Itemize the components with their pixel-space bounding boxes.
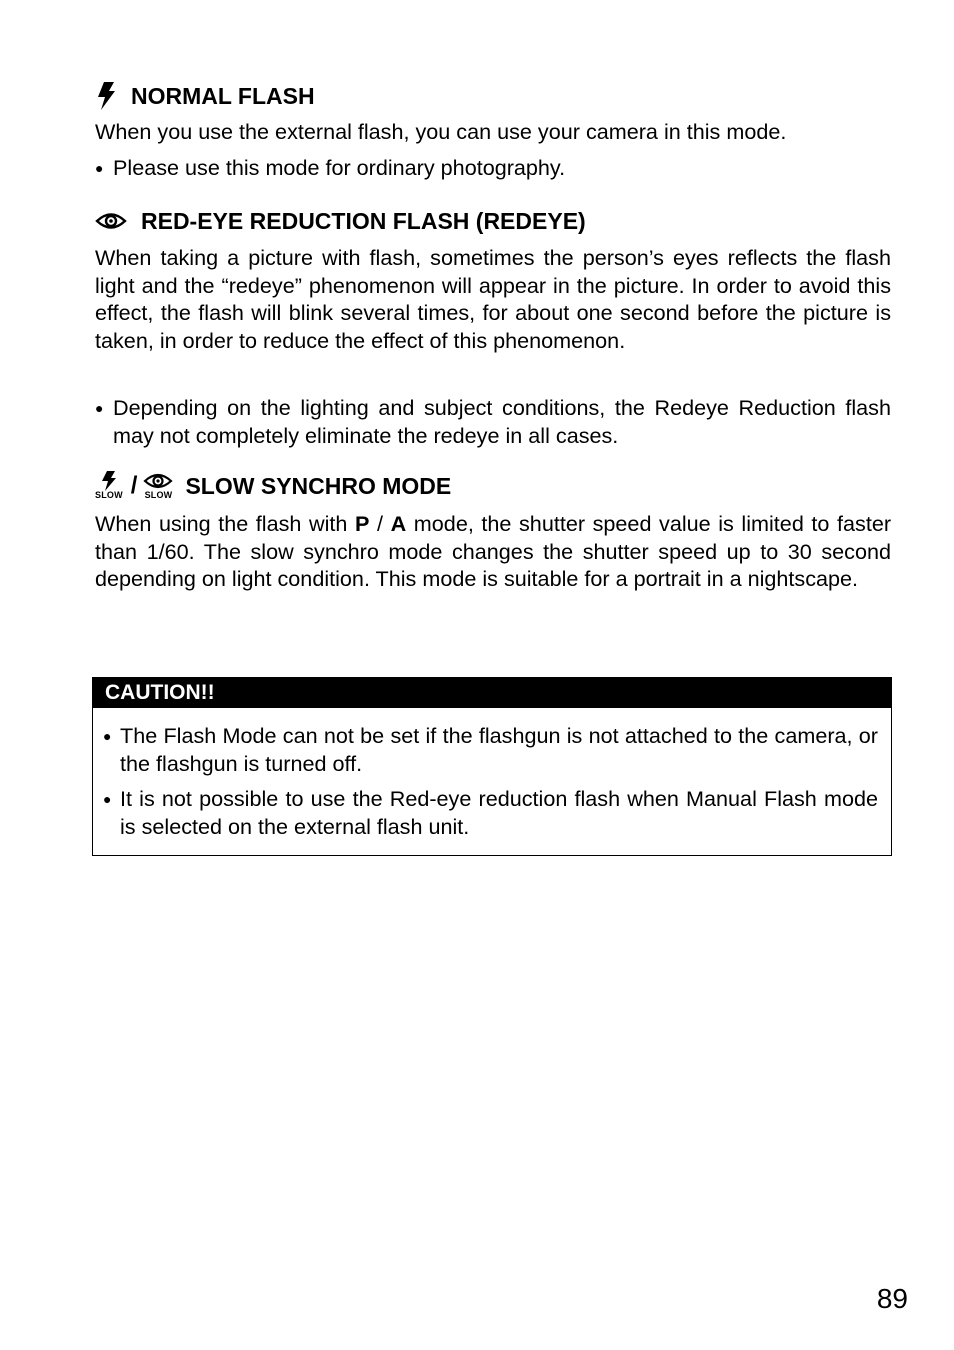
flash-icon: [95, 82, 117, 110]
mode-p: P: [355, 511, 370, 536]
normal-flash-bullet: [95, 154, 891, 182]
slow-label: SLOW: [95, 490, 123, 500]
caution-item-text: It is not possible to use the Red-eye reduction flash when Manual Flash mode is selected on the external flash unit.: [120, 786, 878, 839]
normal-flash-heading: [95, 82, 315, 110]
normal-flash-text: When you use the external flash, you can use your camera in this mode.: [95, 119, 787, 144]
slow-synchro-text-start: When using the flash with: [95, 511, 356, 536]
redeye-bullet: [95, 394, 891, 450]
mode-separator: /: [369, 511, 391, 536]
slow-synchro-text: [95, 510, 891, 593]
normal-flash-title: NORMAL FLASH: [131, 83, 315, 109]
mode-a: A: [390, 511, 407, 536]
normal-flash-bullet-text: Please use this mode for ordinary photography.: [113, 155, 566, 180]
redeye-slow-icon: [143, 471, 173, 500]
page-number: 89: [876, 1283, 908, 1314]
redeye-text: When taking a picture with flash, sometimes the person’s eyes reflects the flash light and the “redeye” phenomenon will appear in the picture. In order to avoid this effect, the flash will blink several times, for about one second before the picture is taken, in order to reduce the effect of this phenomenon.: [95, 245, 891, 353]
slow-label: SLOW: [144, 490, 173, 500]
caution-item: [103, 785, 878, 841]
redeye-title: RED-EYE REDUCTION FLASH (REDEYE): [141, 208, 586, 234]
flash-slow-icon: [95, 471, 123, 500]
redeye-heading: [95, 208, 586, 234]
caution-title: CAUTION!!: [93, 678, 891, 708]
bullet-dot: ●: [103, 728, 112, 744]
slow-synchro-text-end: mode, the shutter speed value is limited to faster than 1/60. The slow synchro mode changes the shutter speed up to 30 second depending on light condition. This mode is suitable for a portrait in a nightscape.: [95, 511, 892, 592]
redeye-icon: [95, 210, 127, 232]
bullet-dot: ●: [95, 400, 104, 416]
redeye-bullet-text: Depending on the lighting and subject conditions, the Redeye Reduction flash may not completely eliminate the redeye in all cases.: [113, 395, 891, 448]
icon-separator: /: [130, 471, 138, 499]
bullet-dot: ●: [103, 791, 112, 807]
caution-box: [92, 677, 892, 856]
slow-synchro-heading: [95, 471, 451, 500]
bullet-dot: ●: [95, 160, 104, 176]
caution-item-text: The Flash Mode can not be set if the flashgun is not attached to the camera, or the flashgun is turned off.: [120, 723, 878, 776]
slow-synchro-title: SLOW SYNCHRO MODE: [185, 472, 452, 499]
caution-item: [103, 722, 878, 778]
